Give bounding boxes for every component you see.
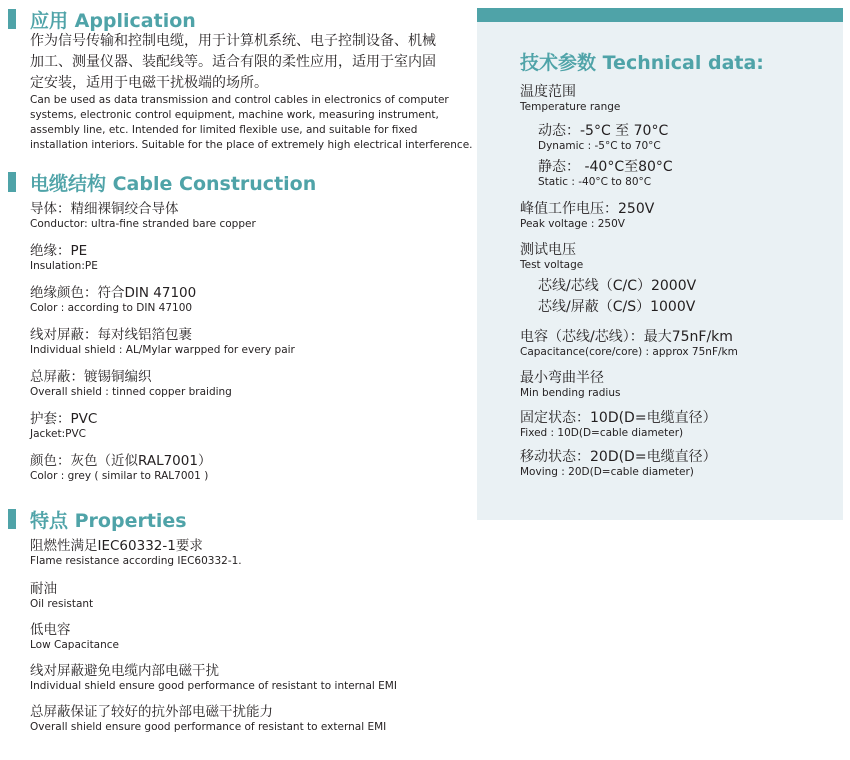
bending-radius: [520, 369, 620, 400]
item-en: Jacket:PVC: [30, 428, 86, 440]
static-en: Static : -40°C to 80°C: [538, 176, 652, 188]
item-en: Low Capacitance: [30, 639, 120, 651]
construction-item-conductor: [30, 200, 256, 231]
item-en: Conductor: ultra-fine stranded bare copper: [30, 218, 256, 230]
item-zh: 低电容: [30, 622, 71, 638]
application-en-line-3: assembly line, etc. Intended for limited flexible use, and suitable for fixed: [30, 124, 418, 136]
item-en: Oil resistant: [30, 598, 94, 610]
moving-zh: 移动状态：20D(D=电缆直径）: [520, 449, 717, 465]
application-zh-line-2: 加工、测量仪器、装配线等。适合有限的柔性应用，适用于室内固: [30, 54, 436, 70]
construction-item-jacket: [30, 410, 97, 441]
properties-title: 特点 Properties: [30, 509, 187, 532]
item-zh: 总屏蔽保证了较好的抗外部电磁干扰能力: [30, 704, 273, 720]
item-en: Color : according to DIN 47100: [30, 302, 193, 314]
construction-item-individual-shield: [30, 326, 295, 357]
application-zh-line-1: 作为信号传输和控制电缆，用于计算机系统、电子控制设备、机械: [30, 33, 436, 49]
capacitance: [520, 328, 738, 359]
item-zh: 绝缘颜色：符合DIN 47100: [30, 285, 197, 301]
application-en-line-4: installation interiors. Suitable for the place of extremely high electrical interference.: [30, 139, 473, 151]
application-zh-line-3: 定安装，适用于电磁干扰极端的场所。: [30, 75, 268, 91]
property-item-external-emi: [30, 703, 386, 734]
item-zh: 绝缘：PE: [30, 243, 88, 259]
heading-accent-bar: [8, 509, 16, 529]
test-en: Test voltage: [520, 259, 584, 271]
bending-en: Min bending radius: [520, 387, 621, 399]
fixed-zh: 固定状态：10D(D=电缆直径）: [520, 410, 717, 426]
item-en: Insulation:PE: [30, 260, 98, 272]
heading-accent-bar: [8, 172, 16, 192]
bending-fixed: [520, 409, 717, 440]
dynamic-zh: 动态：-5°C 至 70°C: [538, 123, 669, 139]
properties-heading: [8, 507, 187, 531]
construction-item-overall-shield: [30, 368, 232, 399]
dynamic-en: Dynamic : -5°C to 70°C: [538, 140, 661, 152]
item-en: Overall shield ensure good performance of resistant to external EMI: [30, 721, 387, 733]
item-zh: 颜色：灰色（近似RAL7001）: [30, 453, 212, 469]
property-item-flame: [30, 537, 242, 568]
moving-en: Moving : 20D(D=cable diameter): [520, 466, 694, 478]
panel-accent-strip: [477, 8, 843, 22]
heading-accent-bar: [8, 9, 16, 29]
bending-moving: [520, 448, 717, 479]
fixed-en: Fixed : 10D(D=cable diameter): [520, 427, 684, 439]
item-zh: 线对屏蔽避免电缆内部电磁干扰: [30, 663, 219, 679]
temperature-zh: 温度范围: [520, 84, 576, 100]
property-item-internal-emi: [30, 662, 397, 693]
construction-item-insulation: [30, 242, 98, 273]
application-heading: [8, 7, 196, 31]
capacitance-zh: 电容（芯线/芯线）：最大75nF/km: [520, 329, 733, 345]
application-en-line-1: Can be used as data transmission and control cables in electronics of computer: [30, 94, 449, 106]
application-en-line-2: systems, electronic control equipment, machine work, measuring instrument,: [30, 109, 439, 121]
item-zh: 线对屏蔽：每对线铝箔包裹: [30, 327, 192, 343]
test-cs: 芯线/屏蔽（C/S）1000V: [538, 299, 696, 315]
item-zh: 总屏蔽：镀锡铜编织: [30, 369, 152, 385]
capacitance-en: Capacitance(core/core) : approx 75nF/km: [520, 346, 738, 358]
bending-zh: 最小弯曲半径: [520, 370, 604, 386]
property-item-capacitance: [30, 621, 119, 652]
construction-item-color: [30, 452, 211, 483]
technical-data-panel: [477, 8, 843, 520]
test-cc: 芯线/芯线（C/C）2000V: [538, 278, 697, 294]
item-zh: 耐油: [30, 581, 57, 597]
temperature-static: [538, 158, 673, 189]
temperature-dynamic: [538, 122, 668, 153]
test-voltage-cs: [538, 298, 695, 316]
temperature-en: Temperature range: [520, 101, 621, 113]
technical-title: 技术参数 Technical data:: [520, 52, 764, 74]
construction-heading: [8, 170, 316, 194]
peak-en: Peak voltage : 250V: [520, 218, 625, 230]
item-en: Individual shield : AL/Mylar warpped for every pair: [30, 344, 295, 356]
peak-voltage: [520, 200, 654, 231]
static-zh: 静态： -40°C至80°C: [538, 159, 673, 175]
construction-title: 电缆结构 Cable Construction: [30, 172, 317, 195]
test-voltage-cc: [538, 277, 696, 295]
temperature-range: [520, 83, 620, 114]
item-en: Individual shield ensure good performance of resistant to internal EMI: [30, 680, 397, 692]
item-zh: 导体：精细裸铜绞合导体: [30, 201, 179, 217]
test-zh: 测试电压: [520, 242, 576, 258]
test-voltage: [520, 241, 583, 272]
item-en: Color : grey ( similar to RAL7001 ): [30, 470, 209, 482]
property-item-oil: [30, 580, 93, 611]
application-title: 应用 Application: [30, 9, 196, 32]
item-zh: 护套：PVC: [30, 411, 98, 427]
construction-item-insulation-color: [30, 284, 196, 315]
item-en: Flame resistance according IEC60332-1.: [30, 555, 242, 567]
peak-zh: 峰值工作电压：250V: [520, 201, 655, 217]
item-zh: 阻燃性满足IEC60332-1要求: [30, 538, 203, 554]
item-en: Overall shield : tinned copper braiding: [30, 386, 232, 398]
